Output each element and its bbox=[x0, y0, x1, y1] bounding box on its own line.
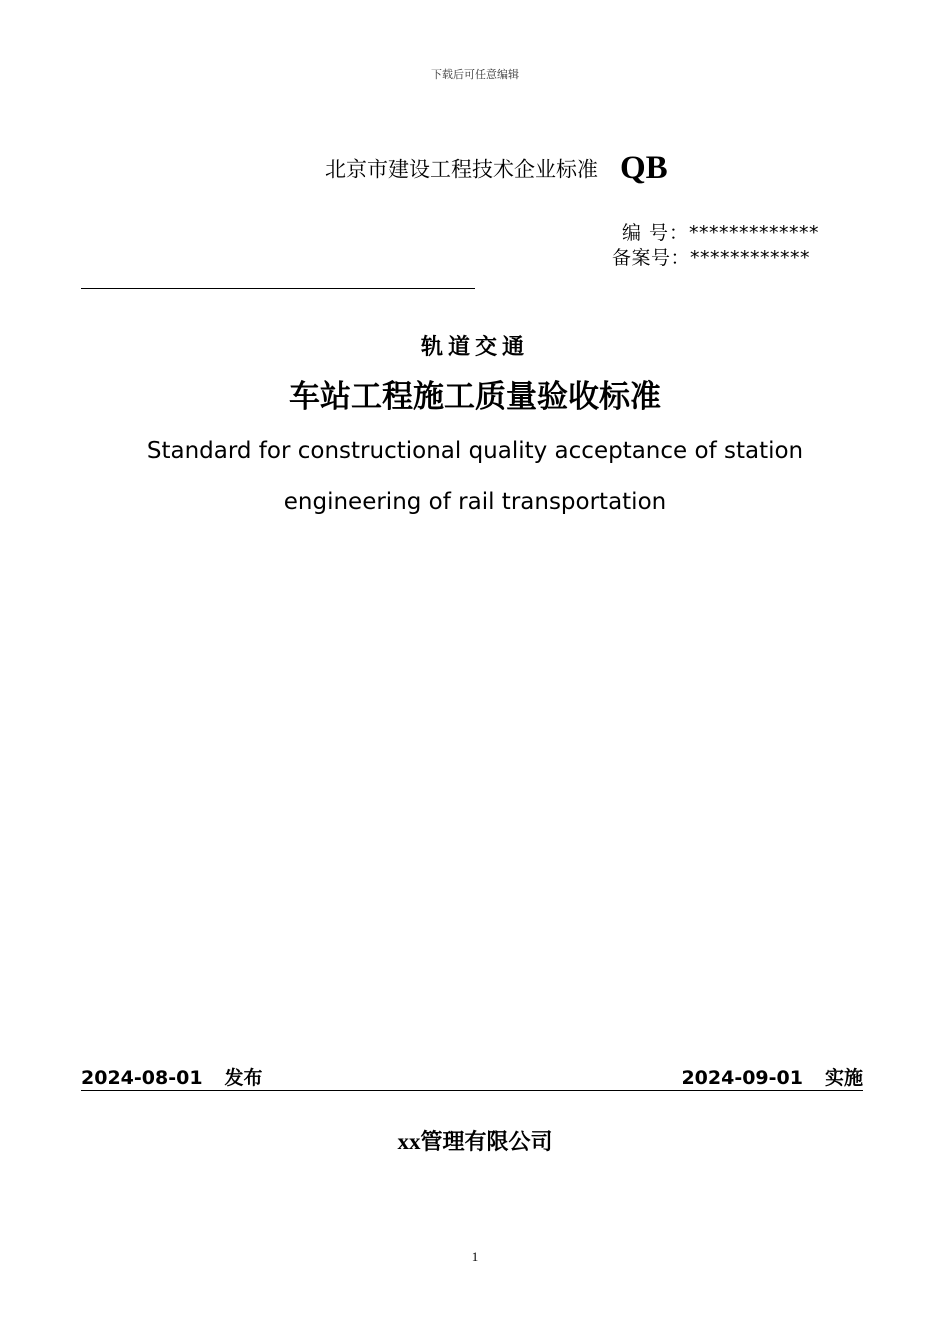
effective-label: 实施 bbox=[824, 1067, 863, 1089]
company-prefix: xx bbox=[397, 1129, 421, 1154]
publish-label: 发布 bbox=[224, 1067, 263, 1089]
standard-code: QB bbox=[620, 150, 668, 186]
effective-date: 2024-09-01 bbox=[681, 1067, 803, 1089]
page-number: 1 bbox=[471, 1249, 479, 1264]
english-title-line-2: engineering of rail transportation bbox=[283, 489, 667, 515]
date-row bbox=[81, 1066, 863, 1091]
filing-number-label: 备案号： bbox=[612, 247, 691, 269]
company-name bbox=[0, 1125, 950, 1156]
header-divider bbox=[81, 288, 475, 289]
document-title: 车站工程施工质量验收标准 bbox=[289, 379, 661, 415]
company-label: 管理有限公司 bbox=[420, 1130, 553, 1155]
english-title-line-1: Standard for constructional quality acceptance of station bbox=[146, 438, 804, 464]
standard-title: 北京市建设工程技术企业标准 bbox=[325, 157, 598, 182]
document-number-label: 编 号： bbox=[622, 222, 690, 244]
header-note: 下载后可任意编辑 bbox=[431, 68, 519, 81]
document-series: 轨道交通 bbox=[420, 335, 529, 360]
english-title bbox=[0, 426, 950, 528]
standard-heading bbox=[325, 150, 668, 187]
publish-date: 2024-08-01 bbox=[81, 1067, 203, 1089]
publish-info bbox=[81, 1063, 263, 1090]
document-number-value: ************* bbox=[689, 222, 820, 244]
document-number bbox=[622, 218, 819, 245]
filing-number bbox=[612, 243, 810, 270]
filing-number-value: ************ bbox=[690, 247, 811, 269]
effective-info bbox=[681, 1063, 863, 1090]
